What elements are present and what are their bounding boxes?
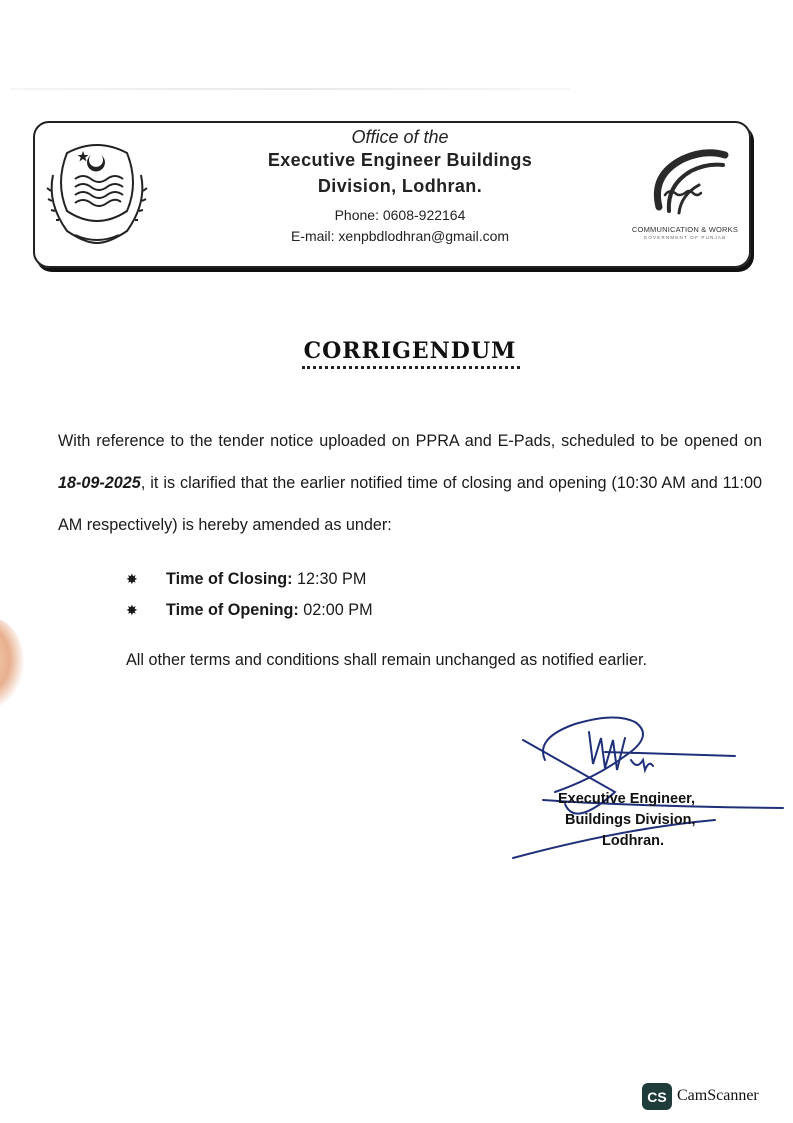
- office-line-1: Office of the: [351, 127, 449, 147]
- phone-text: Phone: 0608-922164: [334, 207, 466, 223]
- title-underline: [302, 363, 520, 369]
- cw-logo-subcaption: GOVERNMENT OF PUNJAB: [643, 235, 727, 240]
- body-paragraph: [58, 420, 762, 546]
- asterisk-bullet-icon: ✸: [126, 571, 138, 587]
- list-item: [126, 601, 373, 620]
- signature-block: [558, 789, 728, 852]
- signatory-division: Buildings Division,: [565, 812, 696, 828]
- communication-works-logo: [625, 145, 745, 241]
- cw-logo-caption: COMMUNICATION & WORKS: [631, 225, 739, 234]
- finger-artifact: [0, 618, 24, 710]
- para-text-2: , it is clarified that the earlier notified time of closing and opening (10:30 AM and 11:00 AM respectively) is hereby amended as under:: [58, 474, 762, 534]
- closing-time-value: 12:30 PM: [292, 570, 367, 588]
- email-text: E-mail: xenpbdlodhran@gmail.com: [290, 228, 510, 244]
- tender-date: 18-09-2025: [58, 474, 141, 492]
- signatory-location: Lodhran.: [602, 833, 665, 849]
- closing-time-label: Time of Closing:: [166, 570, 293, 588]
- closing-statement: All other terms and conditions shall remain unchanged as notified earlier.: [126, 651, 647, 669]
- camscanner-label: CamScanner: [677, 1087, 759, 1104]
- opening-time-value: 02:00 PM: [298, 601, 373, 619]
- asterisk-bullet-icon: ✸: [126, 602, 138, 618]
- cw-logo-icon: [625, 145, 745, 225]
- signatory-title: Executive Engineer,: [558, 791, 696, 807]
- camscanner-logo-icon: CS: [642, 1083, 672, 1110]
- scan-artifact: [10, 88, 570, 90]
- office-line-3: Division, Lodhran.: [317, 176, 483, 196]
- punjab-emblem-icon: [45, 139, 149, 251]
- opening-time-label: Time of Opening:: [166, 601, 299, 619]
- para-text-1: With reference to the tender notice uploaded on PPRA and E-Pads, scheduled to be opened on: [58, 432, 762, 450]
- office-line-2: Executive Engineer Buildings: [267, 150, 533, 170]
- letterhead: [33, 121, 751, 268]
- document-title: CORRIGENDUM: [303, 338, 517, 364]
- list-item: [126, 570, 366, 589]
